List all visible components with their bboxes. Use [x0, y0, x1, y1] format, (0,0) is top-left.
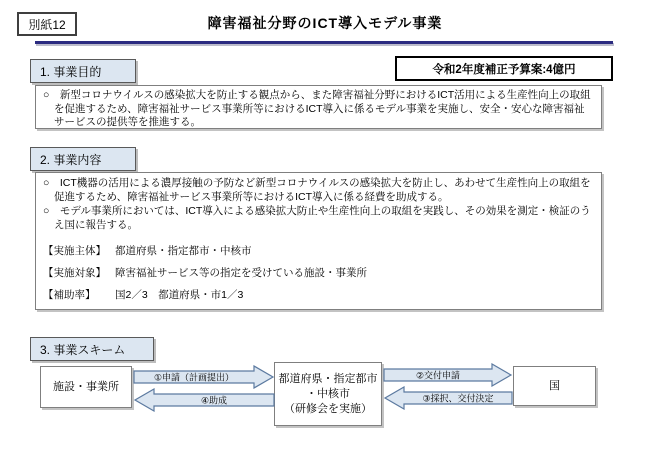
purpose-text: ○ 新型コロナウイルスの感染拡大を防止する観点から、また障害福祉分野におけるICT活用による生産性向上の取組を促進するため、障害福祉サービス事業所等におけるICT導入に係るモデル事業を実施し、安全・安心な障害福祉サービスの提供等を推進する。 [43, 89, 591, 128]
flow-arrow-adoption-decision [383, 386, 513, 410]
detail-item-label: 【実施対象】 [43, 267, 106, 279]
node-provider-label: 施設・事業所 [53, 380, 119, 393]
left-arrow-icon [133, 388, 275, 412]
flow-arrow-label: ①申請（計画提出） [153, 372, 235, 383]
node-provider [40, 366, 132, 408]
purpose-content-box [35, 85, 602, 129]
title-rule [35, 41, 613, 44]
detail-item-label: 【補助率】 [43, 289, 96, 301]
node-nation-label: 国 [549, 379, 560, 392]
detail-item [43, 243, 594, 259]
left-arrow-icon [383, 386, 513, 410]
node-prefecture [274, 362, 382, 426]
section-heading-details [30, 147, 136, 171]
detail-item-value: 障害福祉サービス等の指定を受けている施設・事業所 [115, 267, 367, 279]
section-heading-purpose-label: 1. 事業目的 [40, 64, 102, 79]
attachment-tag-label: 別紙12 [28, 17, 66, 32]
detail-item [43, 265, 594, 281]
node-prefecture-line: 都道府県・指定都市 [278, 372, 378, 385]
flow-arrow-application [133, 365, 275, 389]
page-title: 障害福祉分野のICT導入モデル事業 [207, 15, 443, 31]
detail-item [43, 287, 594, 303]
details-bullet: ○ モデル事業所においては、ICT導入による感染拡大防止や生産性向上の取組を実践し、その効果を測定・検証のうえ国に報告する。 [43, 205, 591, 231]
flow-arrow-label: ②交付申請 [415, 370, 461, 381]
section-heading-scheme-label: 3. 事業スキーム [40, 342, 126, 357]
node-nation [513, 366, 596, 406]
flow-arrow-label: ③採択、交付決定 [422, 393, 494, 404]
details-content-box [35, 172, 602, 310]
flow-arrow-grant-application [383, 363, 513, 387]
node-prefecture-line: （研修会を実施） [284, 402, 372, 415]
section-heading-details-label: 2. 事業内容 [40, 152, 102, 167]
detail-item-value: 都道府県・指定都市・中核市 [115, 245, 252, 257]
right-arrow-icon [383, 363, 513, 387]
flow-arrow-subsidy [133, 388, 275, 412]
detail-item-value: 国2／3 都道府県・市1／3 [115, 289, 244, 301]
detail-item-label: 【実施主体】 [43, 245, 106, 257]
budget-label: 令和2年度補正予算案:4億円 [432, 63, 576, 76]
section-heading-purpose [30, 59, 136, 83]
right-arrow-icon [133, 365, 275, 389]
flow-arrow-label: ④助成 [200, 395, 228, 406]
section-heading-scheme [30, 337, 154, 361]
detail-items [43, 243, 594, 303]
details-bullet: ○ ICT機器の活用による濃厚接触の予防など新型コロナウイルスの感染拡大を防止し、あわせて生産性向上の取組を促進するため、障害福祉サービス事業所等におけるICT導入に係る経費を助成する。 [43, 177, 591, 203]
node-prefecture-line: ・中核市 [306, 387, 350, 400]
budget-box [395, 56, 613, 81]
